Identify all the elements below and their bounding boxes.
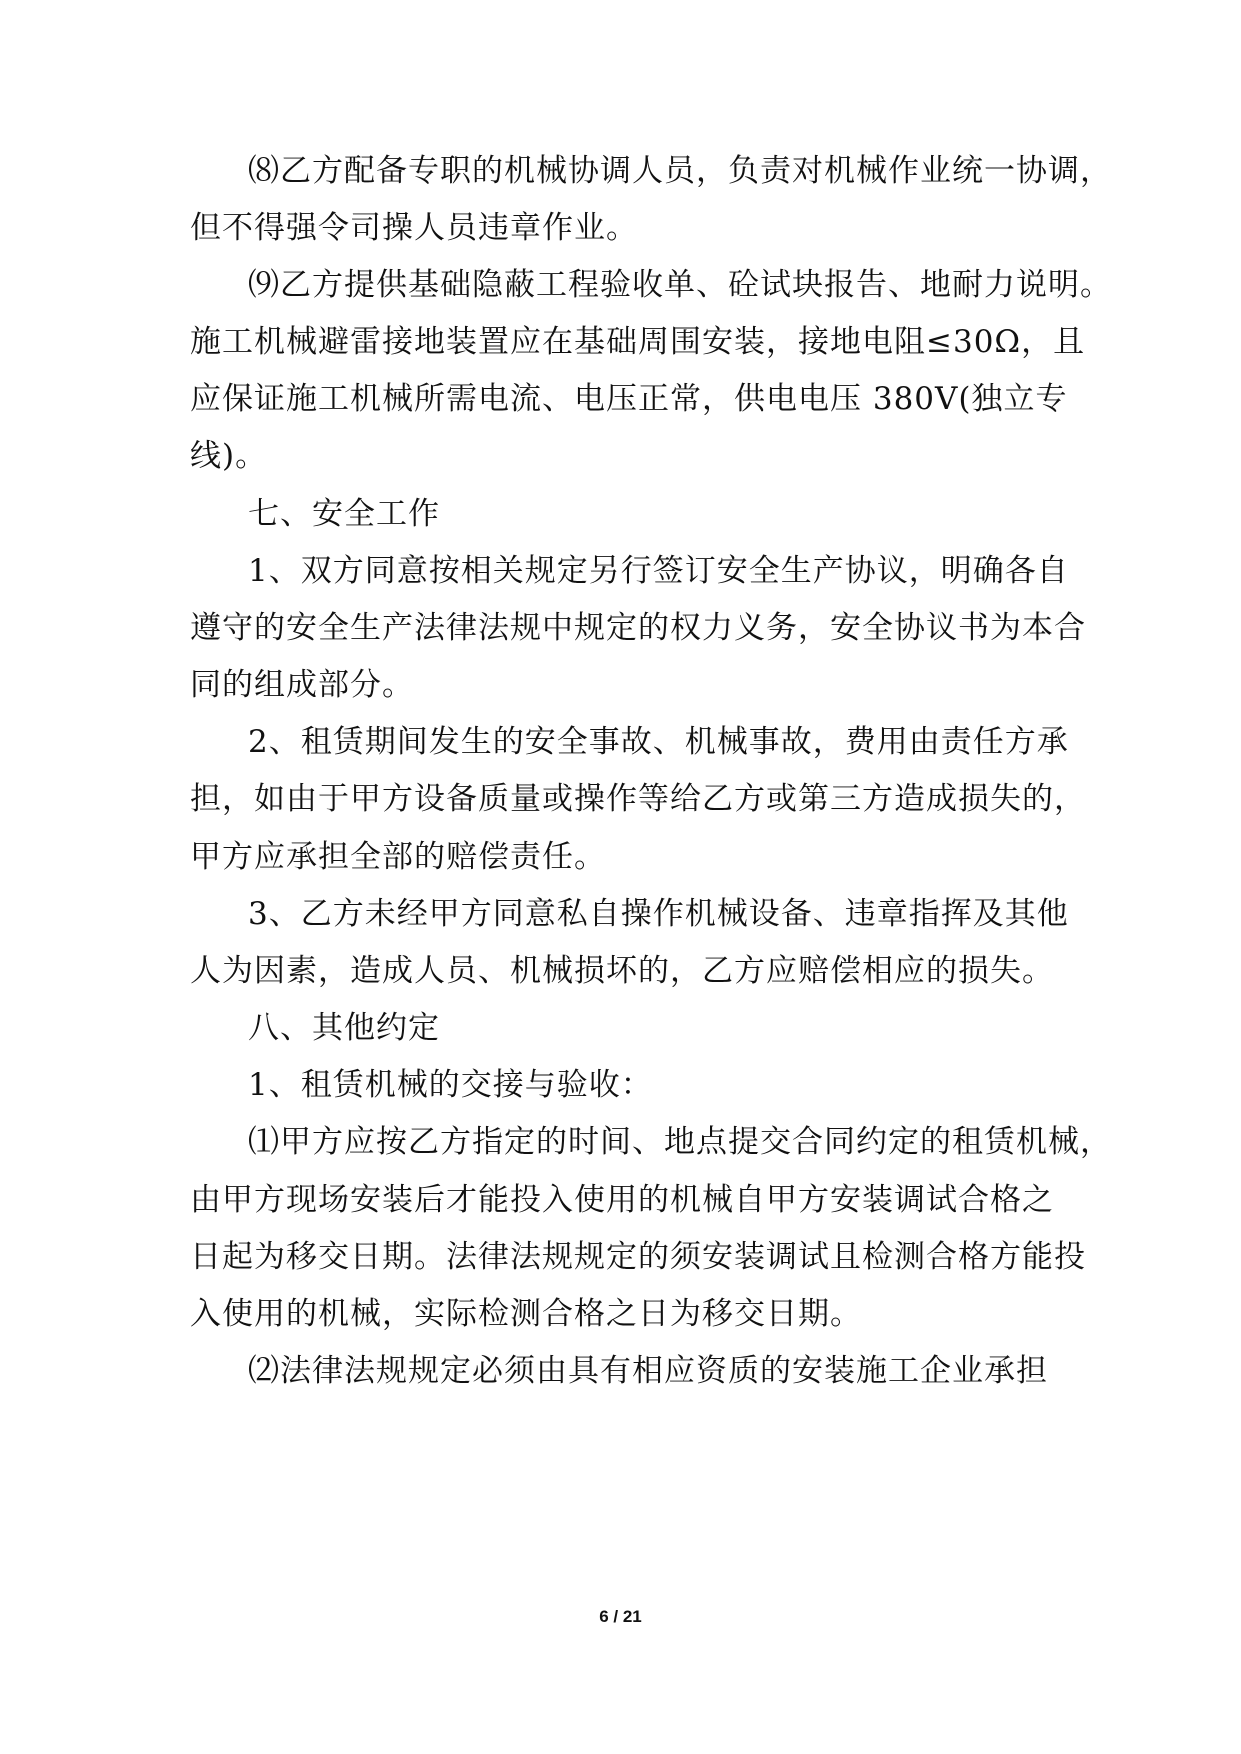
text-line: 线)。 [190, 438, 268, 474]
text-line: 2、租赁期间发生的安全事故、机械事故，费用由责任方承 [248, 724, 1069, 760]
text-line: 3、乙方未经甲方同意私自操作机械设备、违章指挥及其他 [248, 896, 1069, 932]
text-line: ⑼乙方提供基础隐蔽工程验收单、砼试块报告、地耐力说明。 [248, 267, 1112, 303]
text-line: ⑵法律法规规定必须由具有相应资质的安装施工企业承担 [248, 1353, 1048, 1389]
page-number: 6 / 21 [599, 1607, 642, 1626]
text-line: 甲方应承担全部的赔偿责任。 [190, 839, 606, 875]
text-line: 入使用的机械，实际检测合格之日为移交日期。 [190, 1296, 862, 1332]
text-line: 1、双方同意按相关规定另行签订安全生产协议，明确各自 [248, 553, 1069, 589]
section-heading: 八、其他约定 [248, 1010, 440, 1046]
text-line: 1、租赁机械的交接与验收： [248, 1067, 653, 1103]
section-heading: 七、安全工作 [248, 496, 440, 532]
text-line: ⑴甲方应按乙方指定的时间、地点提交合同约定的租赁机械， [248, 1124, 1112, 1160]
text-line: 担，如由于甲方设备质量或操作等给乙方或第三方造成损失的， [190, 781, 1086, 817]
text-line: 应保证施工机械所需电流、电压正常，供电电压 380V(独立专 [190, 381, 1068, 417]
text-line: 但不得强令司操人员违章作业。 [190, 210, 638, 246]
text-line: 人为因素，造成人员、机械损坏的，乙方应赔偿相应的损失。 [190, 953, 1054, 989]
text-line: 由甲方现场安装后才能投入使用的机械自甲方安装调试合格之 [190, 1182, 1054, 1218]
text-line: 遵守的安全生产法律法规中规定的权力义务，安全协议书为本合 [190, 610, 1086, 646]
text-line: 施工机械避雷接地装置应在基础周围安装，接地电阻≤30Ω，且 [190, 324, 1086, 360]
text-line: ⑻乙方配备专职的机械协调人员，负责对机械作业统一协调， [248, 153, 1112, 189]
text-line: 同的组成部分。 [190, 667, 414, 703]
text-line: 日起为移交日期。法律法规规定的须安装调试且检测合格方能投 [190, 1239, 1086, 1275]
